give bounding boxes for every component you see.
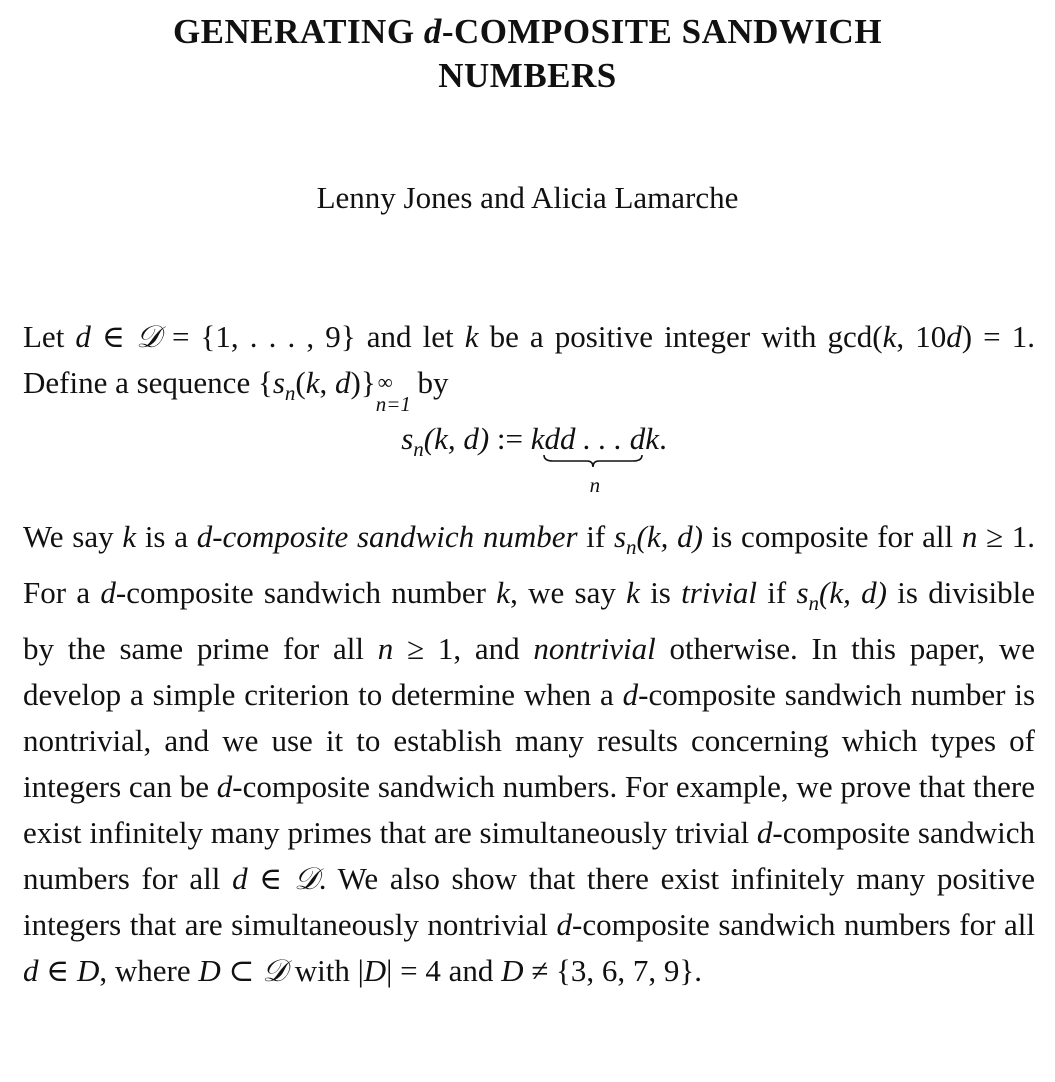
math-sub-n: n xyxy=(626,535,637,559)
txt: ∈ xyxy=(38,953,77,988)
math-calD: 𝒟 xyxy=(136,319,161,355)
math-calD: 𝒟 xyxy=(262,953,287,989)
txt: ∈ xyxy=(247,861,294,896)
txt: is a xyxy=(136,519,197,554)
txt: We say xyxy=(23,519,123,554)
underbrace-group xyxy=(544,416,646,497)
math-k: k xyxy=(626,575,640,610)
math-period: . xyxy=(659,421,667,456)
math-assign: := xyxy=(489,421,531,456)
math-calD: 𝒟 xyxy=(293,861,319,897)
txt: is xyxy=(639,575,682,610)
math-s: s xyxy=(401,421,414,456)
title-text-b: -COMPOSITE SANDWICH xyxy=(441,12,883,51)
abstract-intro xyxy=(23,314,1035,416)
txt: gcd( xyxy=(827,319,883,354)
title-line-2: NUMBERS xyxy=(438,56,617,95)
math-d: d xyxy=(946,319,962,354)
txt: , where xyxy=(99,953,199,988)
math-k: k xyxy=(305,365,320,400)
math-D: D xyxy=(501,953,524,988)
txt: -composite sandwich number is nontrivial, and we use it to establish many results concerning which types of integers can be xyxy=(23,677,1036,804)
txt: , we say xyxy=(510,575,627,610)
math-n: n xyxy=(961,519,978,554)
txt: ) = 1. Define a sequence { xyxy=(23,319,1035,400)
txt: -composite sandwich numbers for all xyxy=(23,815,1035,896)
math-k: k xyxy=(464,319,479,354)
math-sub-n: n xyxy=(413,437,424,461)
txt: -composite sandwich numbers for all xyxy=(572,907,1036,942)
math-D: D xyxy=(363,953,387,988)
txt: by xyxy=(409,365,449,400)
txt: , xyxy=(319,365,336,400)
math-D: D xyxy=(198,953,221,988)
math-args: (k, d) xyxy=(819,575,887,610)
math-sup-inf: ∞ xyxy=(377,370,393,394)
math-k: k xyxy=(496,575,511,610)
math-k: k xyxy=(122,519,137,554)
math-d: d xyxy=(335,365,351,400)
paper-title xyxy=(60,10,995,98)
math-sub-n1: n=1 xyxy=(375,392,411,416)
math-s: s xyxy=(613,519,627,554)
txt: and let xyxy=(355,319,465,354)
abstract-body xyxy=(23,514,1035,994)
math-k-right: k xyxy=(645,421,660,456)
term-nontrivial: nontrivial xyxy=(533,631,656,666)
txt: otherwise. In this paper, we develop a simple criterion to determine when a xyxy=(23,631,1035,712)
math-d: d xyxy=(100,575,116,610)
math-n: n xyxy=(377,631,394,666)
txt: ⊂ xyxy=(220,953,263,988)
math-d: d xyxy=(556,907,573,942)
equation-body xyxy=(401,416,667,497)
txt: | = 4 and xyxy=(386,953,502,988)
math-args: (k, d) xyxy=(423,421,490,456)
math-k-left: k xyxy=(530,421,545,456)
txt: . We also show that there exist infinitely many positive integers that are simultaneously nontrivial xyxy=(23,861,1035,942)
txt: Let xyxy=(23,319,76,354)
title-text-d: d xyxy=(423,12,442,51)
math-D: D xyxy=(76,953,100,988)
abstract xyxy=(23,314,1035,994)
underbrace-label: n xyxy=(589,473,601,497)
txt: is composite for all xyxy=(702,519,962,554)
txt: ( xyxy=(295,365,306,400)
title-line-1 xyxy=(60,10,995,54)
math-args: (k, d) xyxy=(636,519,703,554)
txt: is divisible by the same prime for all xyxy=(23,575,1036,666)
term-trivial: trivial xyxy=(681,575,757,610)
txt: ≠ {3, 6, 7, 9}. xyxy=(523,953,703,988)
txt: )} xyxy=(350,365,376,400)
math-sub-n: n xyxy=(808,591,820,615)
math-d: d xyxy=(23,953,39,988)
math-d: d xyxy=(622,677,639,712)
math-d: d xyxy=(216,769,233,804)
txt: -composite sandwich number xyxy=(115,575,497,610)
math-d: d xyxy=(75,319,91,354)
term-definition: d-composite sandwich number xyxy=(196,519,578,554)
math-s: s xyxy=(272,365,285,400)
txt: ∈ xyxy=(90,319,137,354)
txt: with | xyxy=(286,953,364,988)
math-d: d xyxy=(756,815,773,850)
display-equation xyxy=(23,416,1035,514)
txt: be a positive integer with xyxy=(478,319,828,354)
math-digits: dd . . . d xyxy=(544,421,646,456)
txt: -composite sandwich numbers. For example, we prove that there exist infinitely many primes that are simultaneously trivial xyxy=(23,769,1035,850)
title-text-a: GENERATING xyxy=(172,12,424,51)
txt: ≥ 1. For a xyxy=(23,519,1036,610)
txt: if xyxy=(756,575,797,610)
sup-sub-stack xyxy=(375,370,411,416)
txt: if xyxy=(577,519,614,554)
math-d: d xyxy=(232,861,248,896)
math-sub-n: n xyxy=(284,381,296,405)
math-k: k xyxy=(882,319,897,354)
txt: , 10 xyxy=(896,319,947,354)
paper-authors: Lenny Jones and Alicia Lamarche xyxy=(316,180,739,215)
txt: ≥ 1, and xyxy=(393,631,534,666)
math-s: s xyxy=(796,575,809,610)
txt: = {1, . . . , 9} xyxy=(160,319,356,354)
